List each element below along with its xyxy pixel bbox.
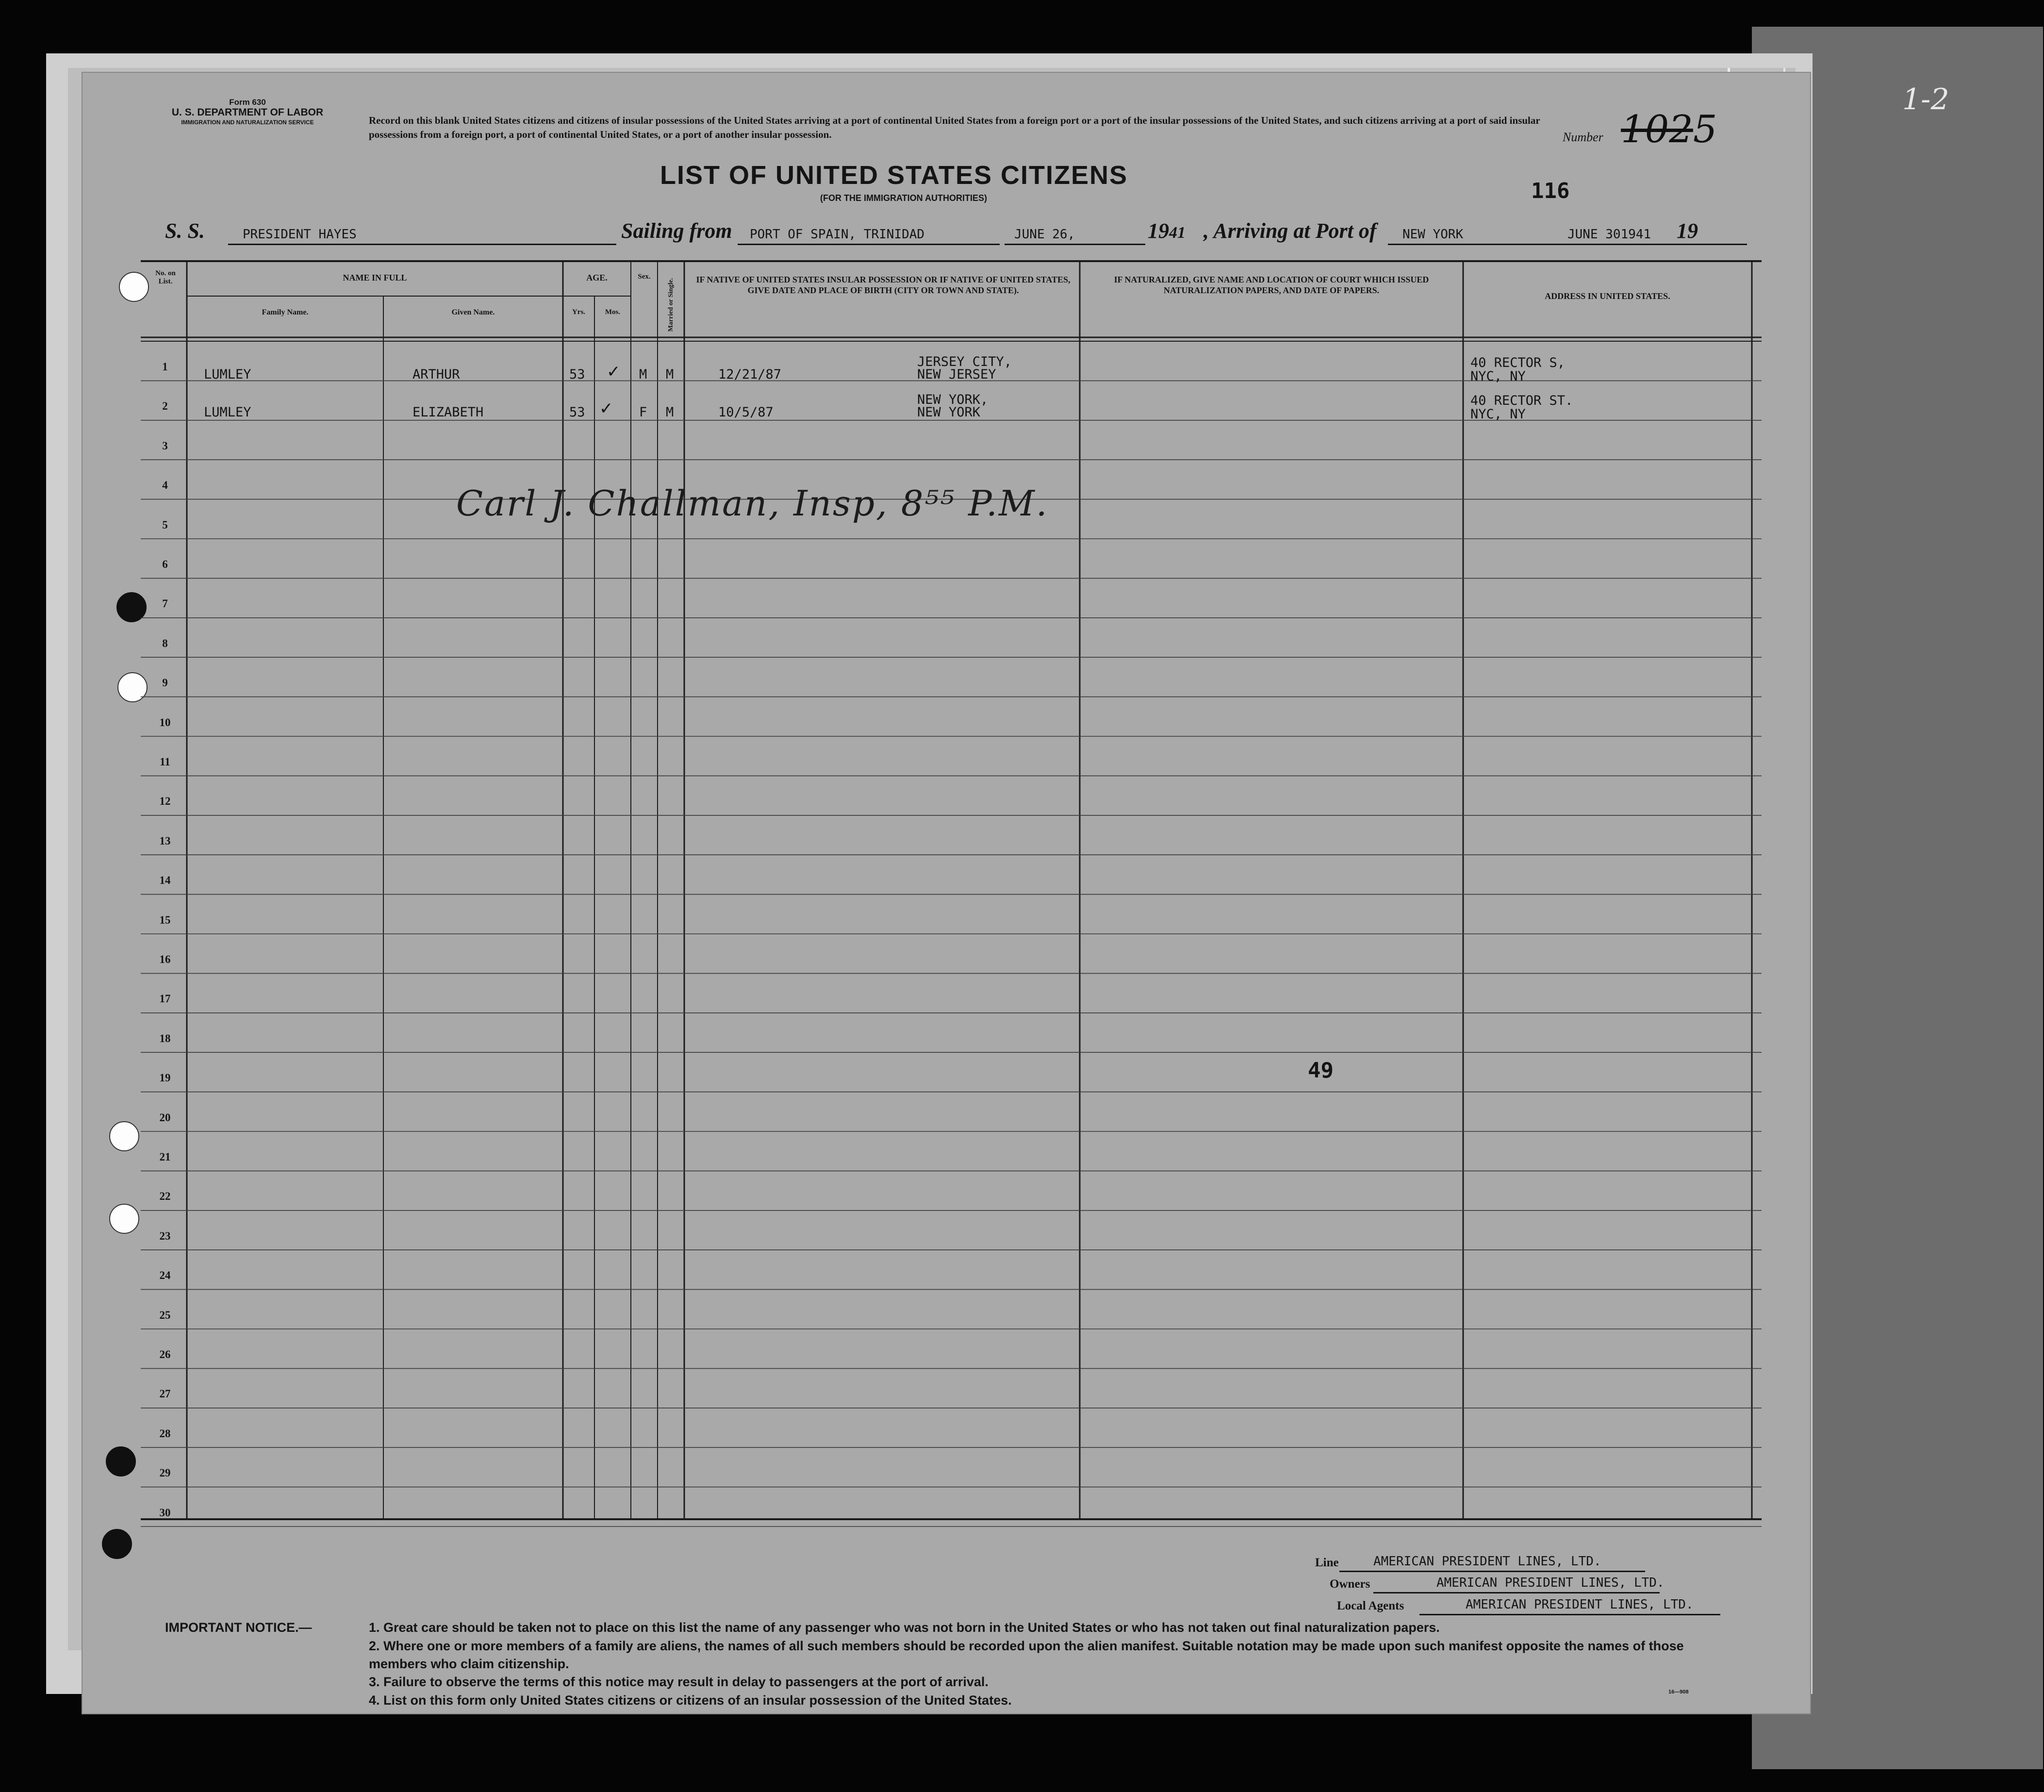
address-cell: NYC, NY [1470,407,1526,422]
row-number: 30 [159,1506,171,1519]
address-cell: NYC, NY [1470,369,1526,384]
birth-place-cell: JERSEY CITY, [917,354,1012,369]
notice-item: 2. Where one or more members of a family are aliens, the names of all such members should be recorded upon the alien manifest. Suitable notation may be made upon such manifest opposite the names of those members who claim citizenship. [369,1639,1684,1671]
birth-place-cell: NEW YORK [917,405,981,420]
row-number: 23 [159,1229,171,1242]
margin-note-right: 1-2 [1902,83,1949,116]
birth-place-cell: NEW YORK, [917,392,989,407]
row-number: 13 [159,834,171,847]
form-number: Form 630 [229,98,266,107]
row-number: 18 [159,1032,171,1045]
row-number: 2 [162,400,168,413]
header-months: Mos. [605,308,621,316]
row-number: 1 [162,361,168,373]
birth-date-cell: 10/5/87 [718,405,774,420]
header-years: Yrs. [572,308,586,316]
address-cell: 40 RECTOR S, [1470,355,1566,370]
stamp-number: 49 [1308,1058,1334,1083]
header-native-birth: IF NATIVE OF UNITED STATES INSULAR POSSESSION OR IF NATIVE OF UNITED STATES, GIVE DATE AND PLACE OF BIRTH (CITY OR TOWN AND STATE). [696,275,1071,295]
header-sex: Sex. [638,273,651,281]
departure-port: PORT OF SPAIN, TRINIDAD [750,227,925,242]
notice-item: 4. List on this form only United States citizens or citizens of an insular possession of the United States. [369,1693,1012,1708]
age-months-check: ✓ [599,399,613,418]
family-name-cell: LUMLEY [204,405,251,420]
page-subtitle: (FOR THE IMMIGRATION AUTHORITIES) [820,193,987,203]
row-number: 29 [159,1467,171,1479]
sex-cell: F [639,405,647,420]
age-months-check: ✓ [607,362,621,382]
sailing-label: Sailing from [621,219,732,243]
year-prefix: 19 [1148,219,1169,243]
agents-label: Local Agents [1337,1599,1404,1612]
row-number: 19 [159,1072,171,1084]
header-name-in-full: NAME IN FULL [343,273,407,282]
page-title: LIST OF UNITED STATES CITIZENS [660,161,1128,190]
arriving-label: , Arriving at Port of [1203,219,1377,243]
header-family-name: Family Name. [262,308,309,316]
row-number: 4 [162,479,168,492]
row-number: 25 [159,1309,171,1321]
row-number: 27 [159,1388,171,1400]
row-number: 22 [159,1190,171,1203]
marital-status-cell: M [666,405,674,420]
row-number: 7 [162,597,168,610]
owners-value: AMERICAN PRESIDENT LINES, LTD. [1436,1576,1665,1590]
given-name-cell: ARTHUR [412,367,460,382]
list-number: 116 [1531,179,1570,203]
department-name: U. S. DEPARTMENT OF LABOR [171,107,324,118]
notice-heading: IMPORTANT NOTICE.— [165,1620,312,1635]
row-number: 10 [159,716,171,729]
header-married-single: Married or Single. [667,278,675,332]
manifest-sheet [82,73,1810,1713]
line-value: AMERICAN PRESIDENT LINES, LTD. [1373,1554,1601,1569]
given-name-cell: ELIZABETH [412,405,484,420]
notice-item: 3. Failure to observe the terms of this notice may result in delay to passengers at the port of arrival. [369,1675,989,1689]
birth-date-cell: 12/21/87 [718,367,782,382]
family-name-cell: LUMLEY [204,367,251,382]
header-address: ADDRESS IN UNITED STATES. [1545,291,1670,301]
arrival-date: JUNE 301941 [1567,227,1651,242]
row-number: 12 [159,795,171,808]
number-label: Number [1563,130,1603,144]
service-name: IMMIGRATION AND NATURALIZATION SERVICE [181,119,314,126]
ship-name: PRESIDENT HAYES [243,227,357,242]
owners-label: Owners [1330,1577,1370,1591]
row-number: 8 [162,637,168,649]
header-no: No. on List. [155,269,176,285]
row-number: 6 [162,558,168,570]
row-number: 5 [162,518,168,531]
row-number: 3 [162,439,168,452]
row-number: 14 [159,874,171,887]
header-given-name: Given Name. [451,308,495,316]
row-number: 15 [159,913,171,926]
year-suffix: 41 [1169,224,1186,242]
row-number: 21 [159,1151,171,1163]
struck-number: 102 [1621,108,1693,151]
agents-value: AMERICAN PRESIDENT LINES, LTD. [1466,1597,1694,1612]
age-years-cell: 53 [569,367,585,382]
age-years-cell: 53 [569,405,585,420]
row-number: 11 [160,756,170,768]
form-code: 16—908 [1668,1689,1689,1695]
departure-date: JUNE 26, [1014,227,1075,242]
row-number: 26 [159,1348,171,1361]
birth-place-cell: NEW JERSEY [917,367,996,382]
address-cell: 40 RECTOR ST. [1470,393,1573,408]
corrected-digit: 5 [1693,108,1717,151]
line-label: Line [1315,1556,1339,1569]
header-naturalized: IF NATURALIZED, GIVE NAME AND LOCATION OF COURT WHICH ISSUED NATURALIZATION PAPERS, AND DATE OF PAPERS. [1114,275,1429,295]
row-number: 9 [162,677,168,689]
marital-status-cell: M [666,367,674,382]
notice-item: 1. Great care should be taken not to place on this list the name of any passenger who was not born in the United States or who has not taken out final naturalization papers. [369,1620,1440,1635]
arrival-port: NEW YORK [1402,227,1464,242]
row-number: 17 [159,993,171,1005]
row-number: 16 [159,953,171,965]
ss-label: S. S. [165,219,205,243]
inspector-signature: Carl J. Challman, Insp, 8⁵⁵ P.M. [456,483,1049,524]
record-instructions: Record on this blank United States citizens and citizens of insular possessions of the United States arriving at a port of continental United States from a foreign port or a port of the insular possessions of the United States, and such citizens arriving at a port of said insular possessions from a foreign port, a port of continental United States, or a port of another insular possession. [369,115,1540,140]
row-number: 24 [159,1269,171,1282]
row-number: 28 [159,1427,171,1440]
row-number: 20 [159,1111,171,1124]
arrival-year-prefix: 19 [1677,219,1698,243]
sex-cell: M [639,367,647,382]
header-age: AGE. [586,273,608,282]
